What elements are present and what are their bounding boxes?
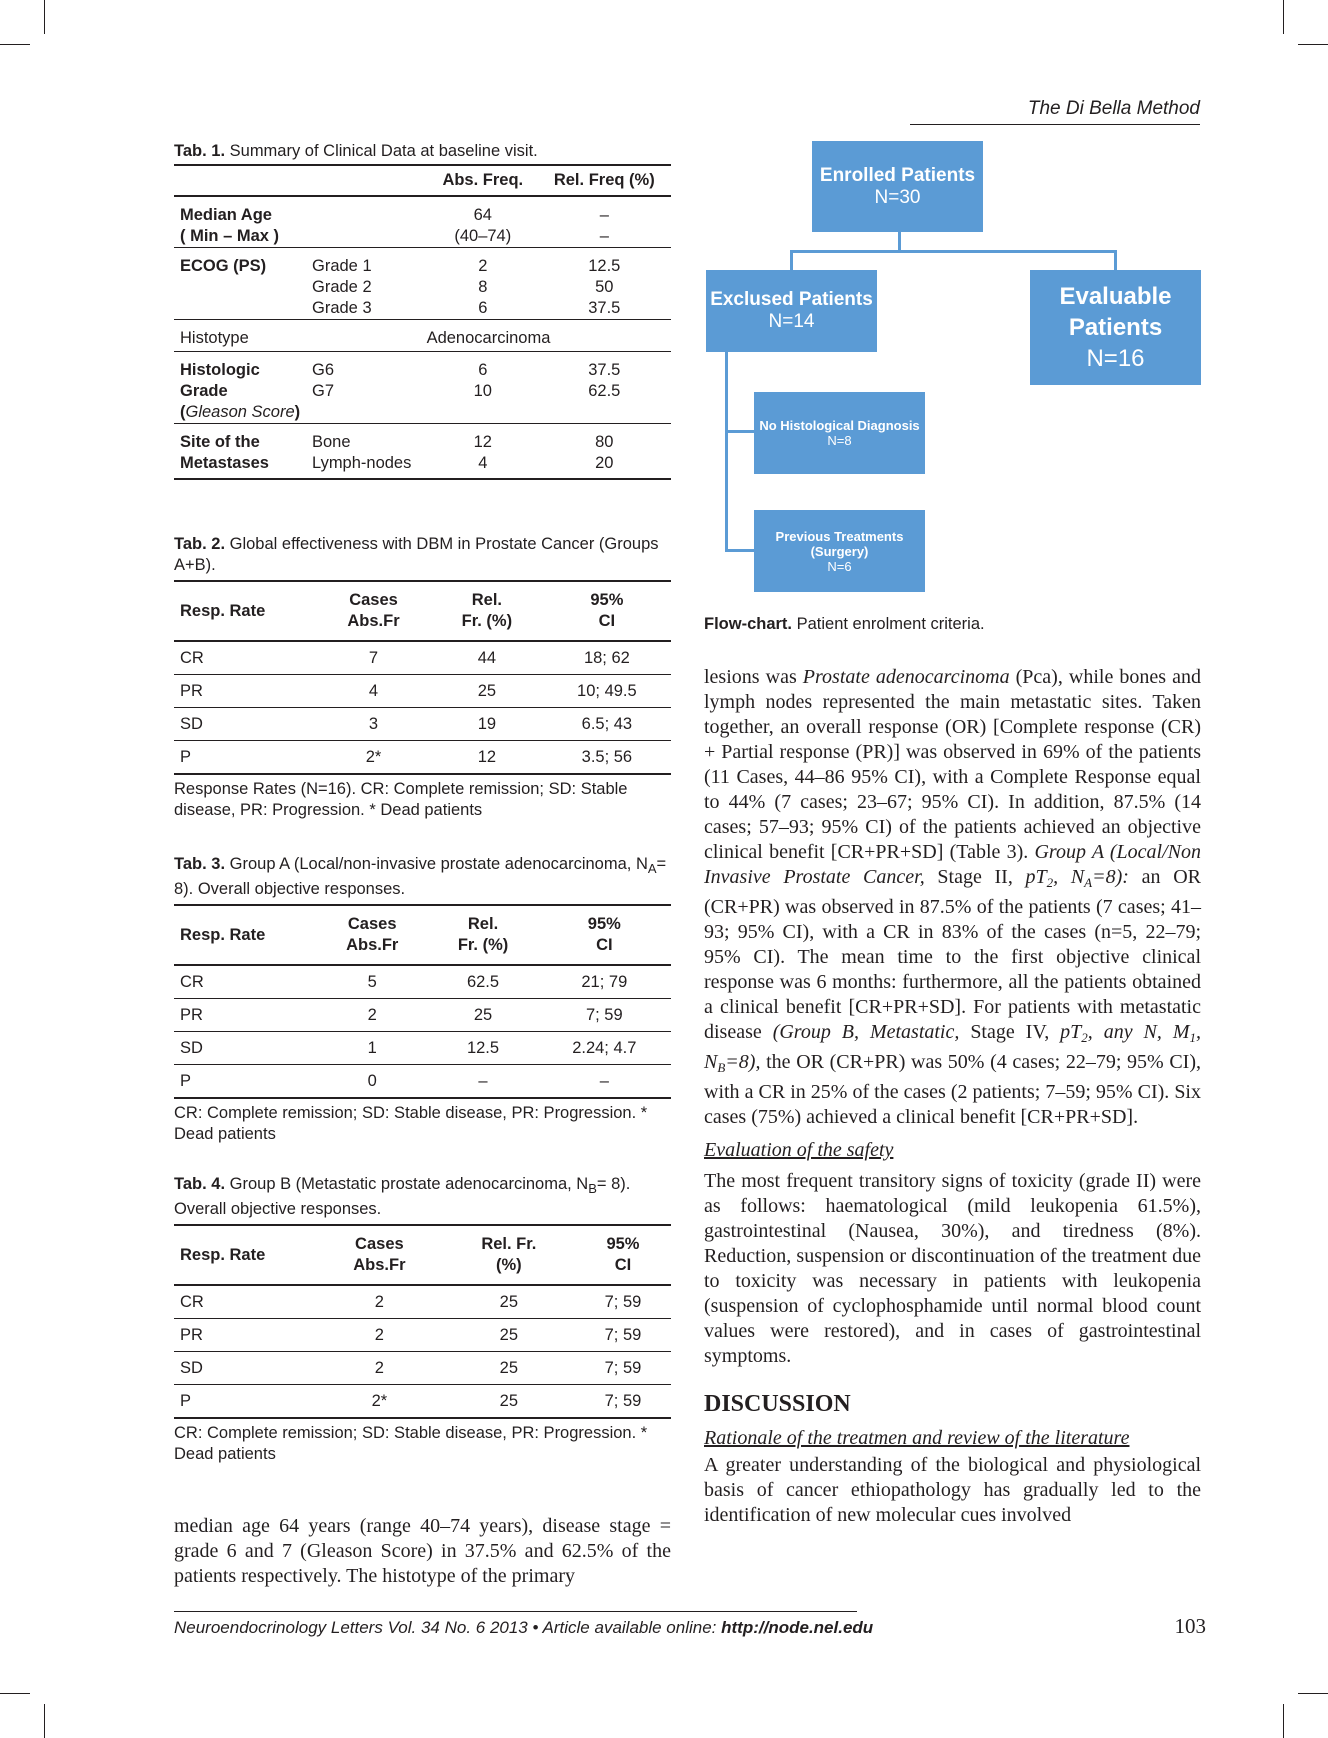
table-row: Metastases Lymph-nodes 4 20 [174,453,671,479]
connector [725,549,755,552]
col-abs-freq: Abs. Freq. [442,171,524,189]
results-paragraph: lesions was Prostate adenocarcinoma (Pca), while bones and lymph nodes represented the main metastatic sites. Taken together, an overall response (OR) [Complete response (CR) + Partial response (PR)] was observed in 69% of the patients (11 Cases, 44–86 95% CI), with a Complete Response equal to 44% (7 cases; 23–67; 95% CI). In addition, 87.5% (14 cases; 57–93; 95% CI) of the patients achieved an objective clinical benefit [CR+PR+SD] (Table 3). Group A (Local/Non Invasive Prostate Cancer, Stage II, $pT_2$, $N_A=8$): an OR (CR+PR) was observed in 87.5% of the patients (7 cases; 41–93; 95% CI), with a CR in 83% of the cases (n=5, 22–79; 95% CI). The mean time to the first objective clinical response was 6 months: furthermore, all the patients obtained a clinical benefit [CR+PR+SD]. For patients with metastatic disease (Group B, Metastatic, Stage IV, $pT_2$, any N, $M_1$, $N_B=8$), the OR (CR+PR) was 50% (4 cases; 22–79; 95% CI), with a CR in 25% of the cases (2 patients; 7–59; 95% CI). Six cases (75%) achieved a clinical benefit [CR+PR+SD]. [704,666,1202,1128]
table-row: SD 1 12.5 2.24; 4.7 [174,1032,671,1065]
table-row: CR 7 44 18; 62 [174,641,671,675]
discussion-heading: DISCUSSION [704,1391,851,1417]
rationale-heading: Rationale of the treatmen and review of the literature [704,1427,1130,1449]
col-rel-freq: Rel. Freq (%) [553,171,655,189]
flowchart-caption: Flow-chart. Patient enrolment criteria. [704,615,985,633]
enrolled-patients-box: Enrolled Patients N=30 [812,141,983,232]
page-number: 103 [1174,1614,1206,1638]
connector [898,232,901,252]
table-row: Histologic G6 6 37.5 [180,361,621,379]
table-row: CR 2 25 7; 59 [174,1285,671,1319]
table-row: PR 2 25 7; 59 [174,999,671,1032]
connector [790,250,793,272]
crop-mark [1283,1704,1284,1738]
header-rule [910,124,1200,125]
footer-citation: Neuroendocrinology Letters Vol. 34 No. 6 2013 • Article available online: http://node.nel.edu [174,1618,874,1637]
table-row: ECOG (PS) Grade 1 2 12.5 [180,257,621,275]
table-3: Tab. 3. Group A (Local/non-invasive prostate adenocarcinoma, $N_A= 8$). Overall objective responses. Resp. Rate Cases Abs.Fr Rel. Fr. (%) 95% CI CR 5 62.5 21; 79 PR 2 25 7; 59 SD 1 12.5 2.24; 4.7 P 0 – – CR: Complete remission; SD: Stable disease, PR: Progression. * Dead patients [174,854,671,1145]
crop-mark [0,1693,30,1694]
table-2-caption: Tab. 2. Global effectiveness with DBM in Prostate Cancer (Groups A+B). [174,535,659,574]
table-4-note: CR: Complete remission; SD: Stable disease, PR: Progression. * Dead patients [174,1424,648,1463]
table-4-caption: Tab. 4. Group B (Metastatic prostate adenocarcinoma, $N_B= 8$). Overall objective responses. [174,1175,631,1218]
table-2-note: Response Rates (N=16). CR: Complete remission; SD: Stable disease, PR: Progression. * Dead patients [174,780,628,819]
crop-mark [1283,0,1284,34]
table-3-caption: Tab. 3. Group A (Local/non-invasive prostate adenocarcinoma, $N_A= 8$). Overall objective responses. [174,855,667,898]
crop-mark [1298,44,1328,45]
running-title: The Di Bella Method [1027,98,1200,119]
crop-mark [44,1704,45,1738]
connector [1114,250,1117,272]
connector [725,430,755,433]
table-row: P 0 – – [174,1065,671,1099]
discussion-paragraph: A greater understanding of the biological and physiological basis of cancer ethiopathology has gradually led to the identification of new molecular cues involved [704,1454,1201,1526]
table-row: PR 4 25 10; 49.5 [174,675,671,708]
table-row: P 2* 25 7; 59 [174,1385,671,1419]
no-histological-diagnosis-box: No Histological Diagnosis N=8 [754,392,925,474]
table-row: Site of the Bone 12 80 [180,433,614,451]
connector [725,352,728,552]
table-row: SD 2 25 7; 59 [174,1352,671,1385]
table-row: CR 5 62.5 21; 79 [174,965,671,999]
table-4: Tab. 4. Group B (Metastatic prostate adenocarcinoma, $N_B= 8$). Overall objective responses. Resp. Rate Cases Abs.Fr Rel. Fr. (%) 95% CI CR 2 25 7; 59 PR 2 25 7; 59 SD 2 25 7; 59 P 2* 25 7; 59 CR: Complete remission; SD: Stable disease, PR: Progression. * Dead patients [174,1174,671,1465]
crop-mark [1298,1693,1328,1694]
table-row: Median Age 64 – [180,206,609,224]
table-2: Tab. 2. Global effectiveness with DBM in Prostate Cancer (Groups A+B). Resp. Rate Cases Abs.Fr Rel. Fr. (%) 95% CI CR 7 44 18; 62 PR 4 25 10; 49.5 SD 3 19 6.5; 43 P 2* 12 3.5; 56 Response Rates (N=16). CR: Complete remission; SD: Stable disease, PR: Progression. * Dead patients [174,534,671,821]
table-row: Grade 2 8 50 [312,278,614,296]
crop-mark [0,44,30,45]
table-1-caption: Tab. 1. Summary of Clinical Data at baseline visit. [174,142,538,160]
table-row: PR 2 25 7; 59 [174,1319,671,1352]
table-row: Histotype Adenocarcinoma [174,320,671,352]
safety-heading: Evaluation of the safety [704,1139,894,1161]
crop-mark [44,0,45,34]
safety-paragraph: The most frequent transitory signs of toxicity (grade II) were as follows: haematological (mild leukopenia 61.5%), gastrointestinal (Nausea, 30%), and tiredness (8%). Reduction, suspension or discontinuation of the treatment due to toxicity was necessary in patients with leukopenia (suspension of cyclophosphamide until normal blood count values were restored), and in cases of gastrointestinal symptoms. [704,1170,1201,1367]
table-1 [174,141,671,480]
table-row: SD 3 19 6.5; 43 [174,708,671,741]
journal-url[interactable]: http://node.nel.edu [721,1618,874,1637]
evaluable-patients-box: Evaluable Patients N=16 [1030,270,1201,385]
right-column [704,665,1201,1528]
table-row: ( Min – Max ) (40–74) – [174,226,671,248]
table-row: (Gleason Score) [174,402,671,424]
table-row: Grade G7 10 62.5 [180,382,621,400]
table-3-note: CR: Complete remission; SD: Stable disease, PR: Progression. * Dead patients [174,1104,648,1143]
left-body-text: median age 64 years (range 40–74 years), disease stage = grade 6 and 7 (Gleason Score) in 37.5% and 62.5% of the patients respectively. The histotype of the primary [174,1515,671,1587]
footer-rule [174,1611,857,1612]
table-row: Grade 3 6 37.5 [174,298,671,320]
table-row: P 2* 12 3.5; 56 [174,741,671,775]
previous-treatments-box: Previous Treatments (Surgery) N=6 [754,510,925,592]
excluded-patients-box: Exclused Patients N=14 [706,270,877,352]
connector [790,250,1117,253]
